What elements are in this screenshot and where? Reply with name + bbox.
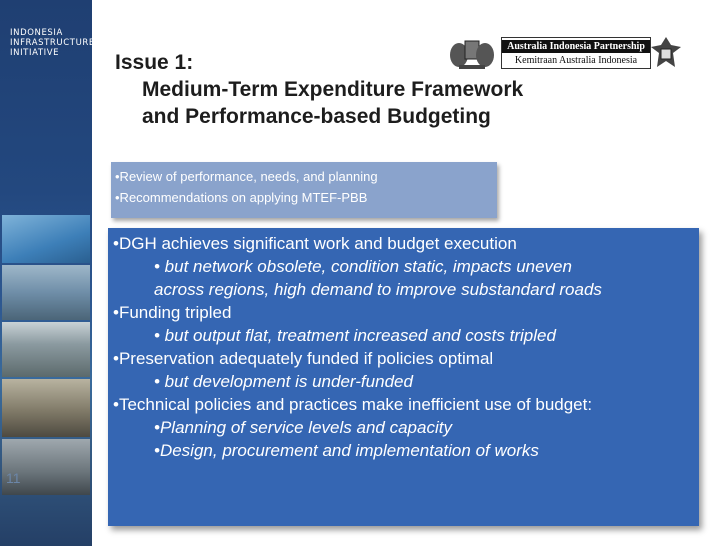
indonesia-infrastructure-initiative-logo <box>10 28 95 58</box>
sub-bullet-design: •Design, procurement and implementation of works <box>154 441 539 460</box>
sub-bullet-output: • but output flat, treatment increased and costs tripled <box>154 326 556 345</box>
sub-bullet-network-cont: across regions, high demand to improve substandard roads <box>154 280 602 299</box>
infrastructure-photo-strip <box>2 215 90 495</box>
findings-box <box>108 228 699 526</box>
partnership-indonesian: Kemitraan Australia Indonesia <box>514 55 638 66</box>
bullet-funding: •Funding tripled <box>113 303 232 322</box>
partnership-name-box <box>501 37 651 69</box>
water-photo <box>2 215 90 263</box>
garuda-emblem-icon <box>649 33 683 73</box>
bullet-preservation: •Preservation adequately funded if policies optimal <box>113 349 494 368</box>
bullet-technical-policies: •Technical policies and practices make inefficient use of budget: <box>113 395 593 414</box>
bullet-dgh-execution: •DGH achieves significant work and budget execution <box>113 234 517 253</box>
review-summary-box <box>111 162 497 218</box>
city-photo <box>2 322 90 377</box>
sub-bullet-network: • but network obsolete, condition static, impacts uneven <box>154 257 572 276</box>
port-photo <box>2 265 90 320</box>
train-photo <box>2 439 90 495</box>
brand-line: INDONESIA <box>10 28 63 38</box>
sub-bullet-planning: •Planning of service levels and capacity <box>154 418 452 437</box>
review-item: •Recommendations on applying MTEF-PBB <box>115 190 368 205</box>
slide-number: 11 <box>6 470 21 486</box>
issue-heading: Issue 1: <box>115 51 194 74</box>
sidebar-banner <box>0 0 95 546</box>
brand-line: INITIATIVE <box>10 48 60 58</box>
title-line-2: and Performance-based Budgeting <box>142 105 491 128</box>
road-photo <box>2 379 90 437</box>
sub-bullet-development: • but development is under-funded <box>154 372 413 391</box>
review-item: •Review of performance, needs, and planning <box>115 169 378 184</box>
brand-line: INFRASTRUCTURE <box>10 38 95 48</box>
slide-title <box>115 50 523 130</box>
title-line-1: Medium-Term Expenditure Framework <box>142 78 524 101</box>
partnership-english: Australia Indonesia Partnership <box>502 40 650 53</box>
